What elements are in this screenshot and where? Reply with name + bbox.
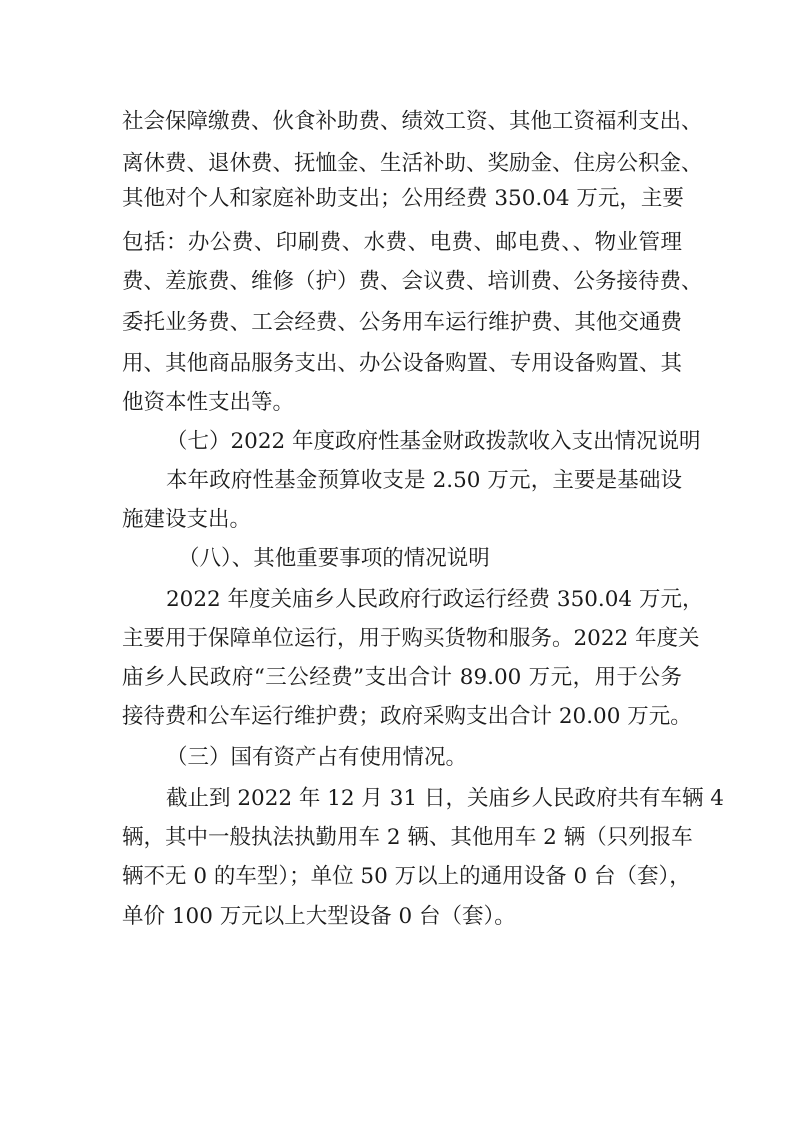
section-heading: （八）、其他重要事项的情况说明	[178, 546, 490, 571]
body-text-line: 截止到 2022 年 12 月 31 日，关庙乡人民政府共有车辆 4	[166, 786, 724, 811]
body-text-line: 单价 100 万元以上大型设备 0 台（套）。	[122, 904, 516, 929]
body-text-line: 他资本性支出等。	[122, 390, 295, 415]
body-text-line: 辆，其中一般执法执勤用车 2 辆、其他用车 2 辆（只列报车	[122, 825, 693, 850]
section-heading: （七）2022 年度政府性基金财政拨款收入支出情况说明	[166, 429, 701, 454]
body-text-line: 包括：办公费、印刷费、水费、电费、邮电费、、物业管理	[122, 230, 682, 255]
body-text-line: 费、差旅费、维修（护）费、会议费、培训费、公务接待费、	[122, 269, 703, 294]
body-text-line: 庙乡人民政府“三公经费”支出合计 89.00 万元，用于公务	[122, 665, 682, 690]
body-text-line: 2022 年度关庙乡人民政府行政运行经费 350.04 万元，	[166, 587, 704, 612]
body-text-line: 施建设支出。	[122, 507, 252, 532]
body-text-line: 社会保障缴费、伙食补助费、绩效工资、其他工资福利支出、	[122, 109, 703, 134]
body-text-line: 主要用于保障单位运行，用于购买货物和服务。2022 年度关	[122, 626, 700, 651]
body-text-line: 接待费和公车运行维护费；政府采购支出合计 20.00 万元。	[122, 704, 692, 729]
body-text-line: 本年政府性基金预算收支是 2.50 万元，主要是基础设	[166, 468, 682, 493]
body-text-line: 用、其他商品服务支出、办公设备购置、专用设备购置、其	[122, 351, 682, 376]
body-text-line: 委托业务费、工会经费、公务用车运行维护费、其他交通费	[122, 310, 682, 335]
body-text-line: 其他对个人和家庭补助支出；公用经费 350.04 万元，主要	[122, 186, 684, 211]
body-text-line: 离休费、退休费、抚恤金、生活补助、奖励金、住房公积金、	[122, 151, 703, 176]
section-heading: （三）国有资产占有使用情况。	[166, 745, 468, 770]
body-text-line: 辆不无 0 的车型）；单位 50 万以上的通用设备 0 台（套），	[122, 864, 691, 889]
